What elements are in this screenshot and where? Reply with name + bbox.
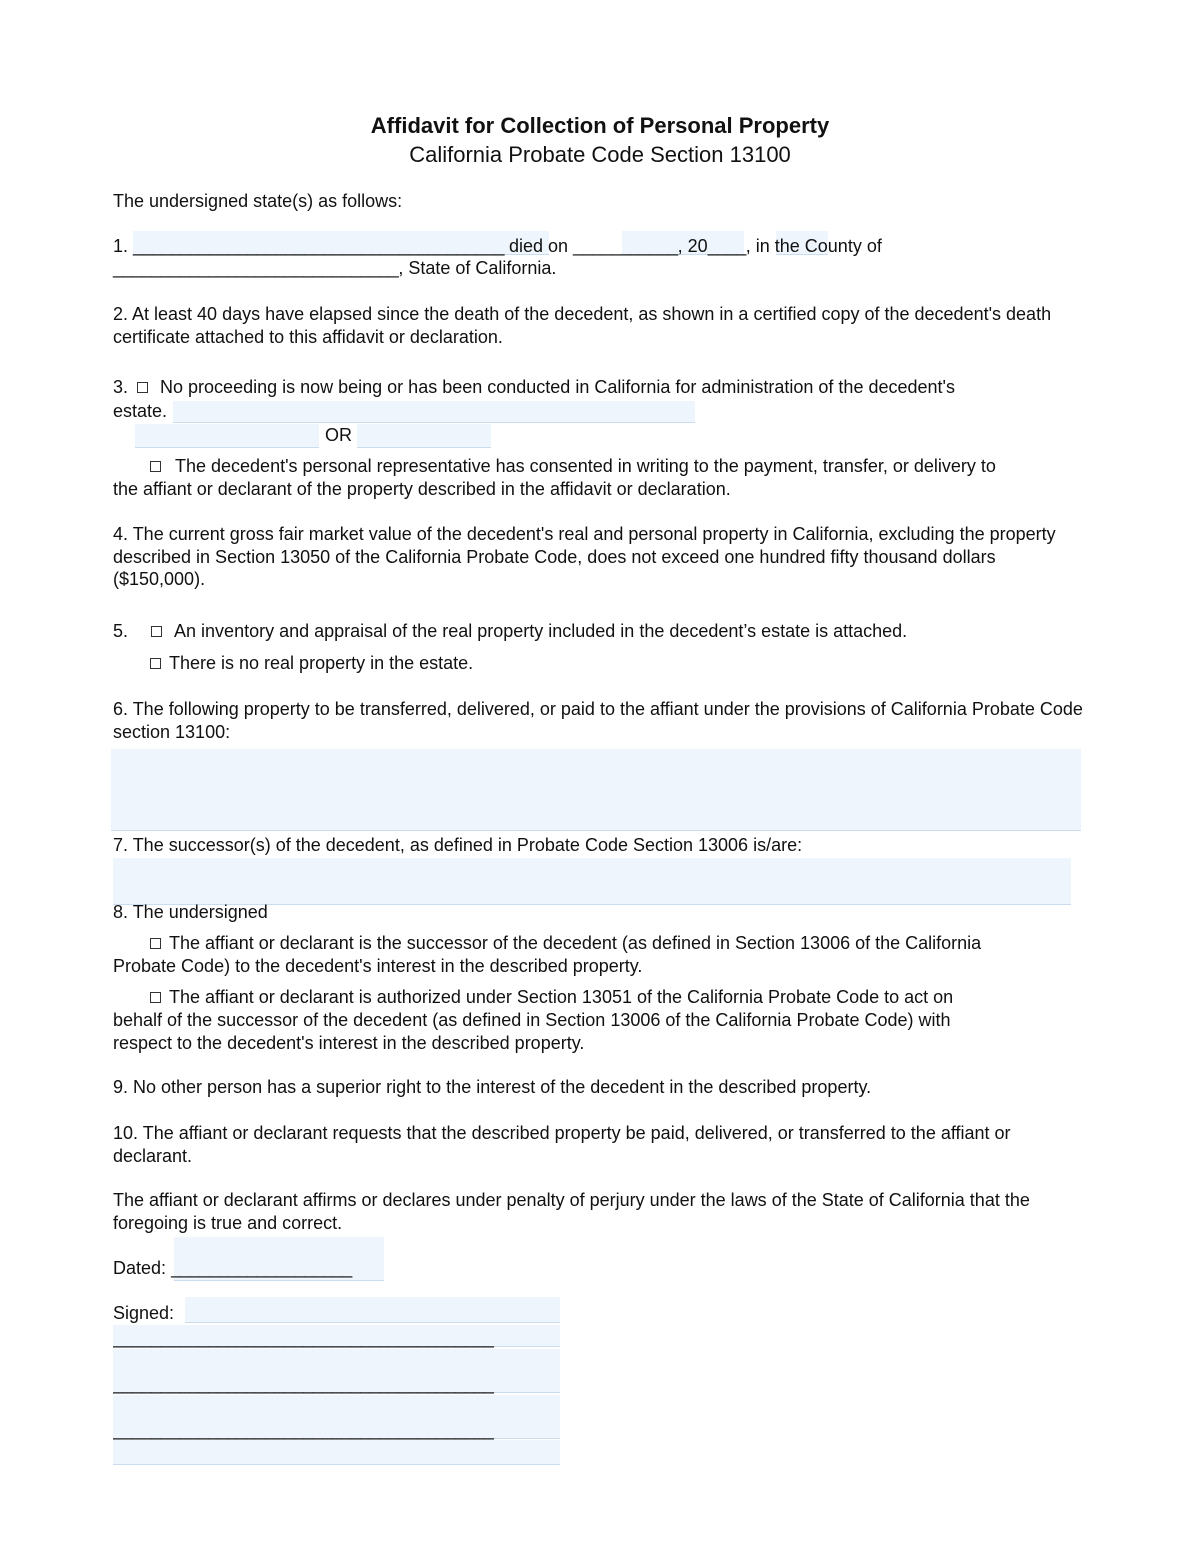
inventory-attached-checkbox[interactable] <box>151 626 162 637</box>
item-8-option-b-line-2: behalf of the successor of the decedent (as defined in Section 13006 of the California Probate Code) with <box>113 1010 951 1030</box>
no-proceeding-text: No proceeding is now being or has been conducted in California for administration of the decedent's <box>160 377 955 397</box>
signed-label: Signed: <box>113 1303 175 1323</box>
item-8-option-b-line-3: respect to the decedent's interest in the described property. <box>113 1033 585 1053</box>
proceeding-detail-field[interactable] <box>173 401 695 423</box>
item-4-text: 4. The current gross fair market value of the decedent's real and personal property in California, excluding the property described in Section 13050 of the California Probate Code, does not exceed one hundred fifty thousand dollars ($150,000). <box>113 524 1056 589</box>
item-1-line-2 <box>113 257 556 279</box>
item-5-number: 5. <box>113 621 129 641</box>
authorized-text: The affiant or declarant is authorized under Section 13051 of the California Probate Code to act on <box>169 987 954 1007</box>
or-right-field[interactable] <box>357 424 491 448</box>
year-blank: ____ <box>707 236 746 256</box>
signature-line-3: ________________________________________ <box>113 1420 494 1440</box>
item-7-text: 7. The successor(s) of the decedent, as defined in Probate Code Section 13006 is/are: <box>113 835 803 855</box>
signed-name-field[interactable] <box>185 1297 560 1323</box>
or-left-field[interactable] <box>135 424 319 448</box>
successor-text: The affiant or declarant is the successor of the decedent (as defined in Section 13006 of the California <box>169 933 982 953</box>
no-real-property-checkbox[interactable] <box>150 658 161 669</box>
year-prefix: , 20 <box>677 236 708 256</box>
property-description-field[interactable] <box>111 749 1081 831</box>
dated-blank: ___________________ <box>171 1258 352 1278</box>
dated-line <box>113 1257 352 1279</box>
item-2-text: 2. At least 40 days have elapsed since the death of the decedent, as shown in a certified copy of the decedent's death certificate attached to this affidavit or declaration. <box>113 304 1052 347</box>
successors-field[interactable] <box>113 858 1071 905</box>
item-3-option-b-line-2: the affiant or declarant of the property described in the affidavit or declaration. <box>113 479 731 499</box>
item-6-text: 6. The following property to be transferred, delivered, or paid to the affiant under the provisions of California Probate Code section 13100: <box>113 699 1083 742</box>
or-text: OR <box>325 425 352 445</box>
dated-label: Dated: <box>113 1258 167 1278</box>
item-5-line-1 <box>113 620 907 642</box>
date-blank: ___________ <box>573 236 678 256</box>
item-5-line-2 <box>150 652 473 674</box>
affirmation-text: The affiant or declarant affirms or declares under penalty of perjury under the laws of the State of California that the foregoing is true and correct. <box>113 1190 1030 1233</box>
item-3-number: 3. <box>113 377 129 397</box>
page-subtitle: California Probate Code Section 13100 <box>409 142 791 167</box>
item-1-line-1 <box>113 235 882 257</box>
signature-line-2: ________________________________________ <box>113 1374 494 1394</box>
page-title: Affidavit for Collection of Personal Property <box>370 113 830 138</box>
state-text: , State of California. <box>398 258 557 278</box>
item-8-option-a-line-2: Probate Code) to the decedent's interest in the described property. <box>113 956 643 976</box>
successor-checkbox[interactable] <box>150 938 161 949</box>
signature-line-1: ________________________________________ <box>113 1328 494 1348</box>
item-8-option-b-line-1 <box>150 986 953 1008</box>
county-of-text: , in the County of <box>745 236 882 256</box>
item-8-option-a-line-1 <box>150 932 981 954</box>
representative-consent-text: The decedent's personal representative has consented in writing to the payment, transfer, or delivery to <box>175 456 996 476</box>
no-real-property-text: There is no real property in the estate. <box>169 653 474 673</box>
item-3-line-1 <box>113 376 955 398</box>
authorized-checkbox[interactable] <box>150 992 161 1003</box>
inventory-attached-text: An inventory and appraisal of the real property included in the decedent’s estate is attached. <box>174 621 908 641</box>
item-10-text: 10. The affiant or declarant requests that the described property be paid, delivered, or transferred to the affiant or declarant. <box>113 1123 1011 1166</box>
representative-consent-checkbox[interactable] <box>150 461 161 472</box>
signature-field-4[interactable] <box>113 1440 560 1465</box>
no-proceeding-checkbox[interactable] <box>137 382 148 393</box>
intro-text: The undersigned state(s) as follows: <box>113 191 403 211</box>
county-blank: ______________________________ <box>113 258 399 278</box>
died-on-text: died on <box>508 236 569 256</box>
item-3-estate: estate. <box>113 401 168 421</box>
item-8-heading: 8. The undersigned <box>113 902 268 922</box>
decedent-name-blank: _______________________________________ <box>133 236 504 256</box>
item-3-option-b-line-1 <box>150 455 996 477</box>
item-1-number: 1. <box>113 236 129 256</box>
item-9-text: 9. No other person has a superior right to the interest of the decedent in the described property. <box>113 1077 872 1097</box>
